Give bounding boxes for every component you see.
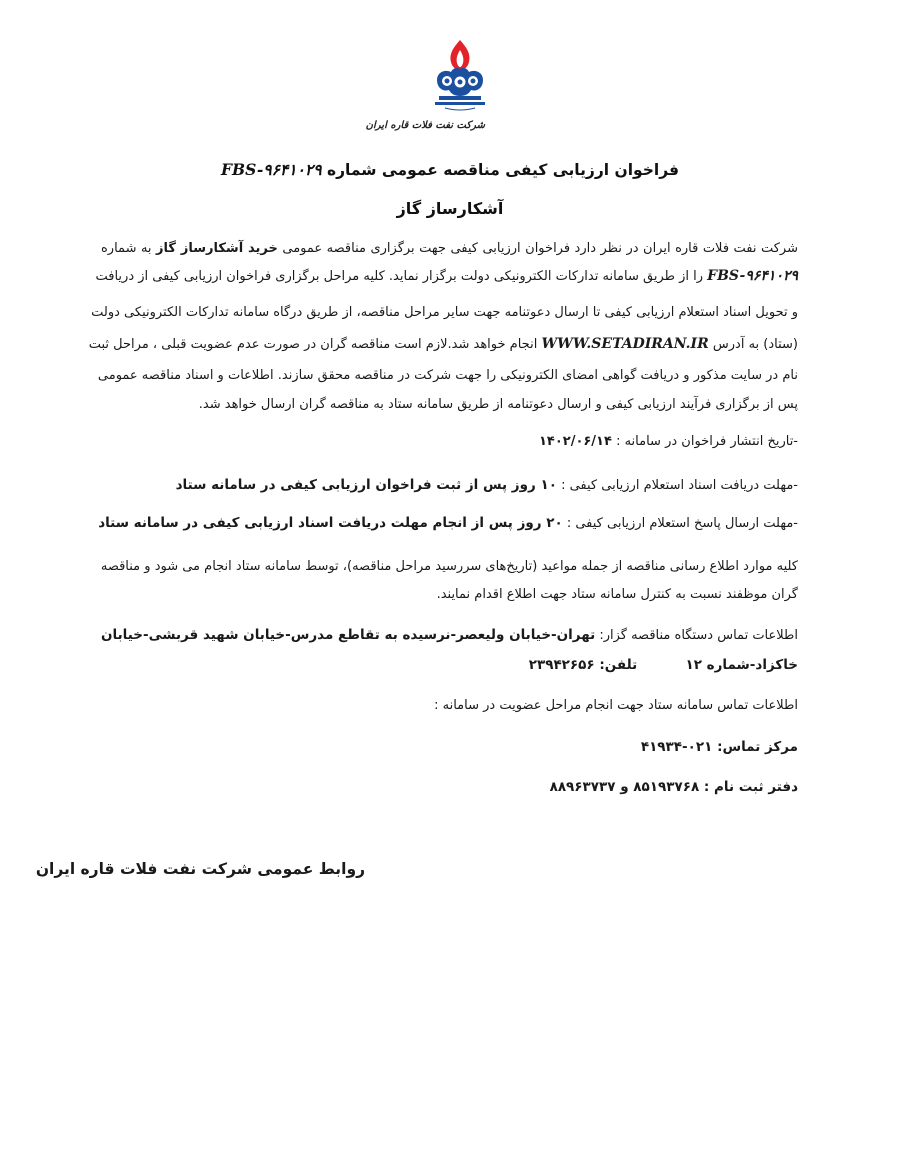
receive-deadline-row	[101, 475, 798, 496]
call-center-row	[101, 737, 798, 758]
paragraph-1-line-6: پس از برگزاری فرآیند ارزیابی کیفی و ارسال دعوتنامه از طریق سامانه ستاد به مناقصه گران ارسال خواهد شد.	[198, 397, 798, 412]
text-segment: (ستاد) به آدرس	[708, 337, 798, 352]
page-title	[100, 160, 800, 179]
paragraph-1-line-5: نام در سایت مذکور و دریافت گواهی امضای الکترونیکی را جهت شرکت در مناقصه محقق سازند. اطلاعات و اسناد مناقصه عمومی	[97, 368, 798, 383]
page-subtitle: آشکارساز گاز	[396, 199, 504, 218]
registration-label: دفتر ثبت نام :	[699, 779, 798, 795]
company-logo	[365, 36, 505, 142]
receive-deadline-value: ۱۰ روز پس از ثبت فراخوان ارزیابی کیفی در سامانه ستاد	[175, 477, 557, 493]
contact-address-continued: خاکزاد-شماره ۱۲	[685, 657, 798, 673]
tender-number-inline: FBS-۹۶۴۱۰۲۹	[707, 268, 798, 284]
send-deadline-row	[98, 513, 798, 534]
call-center-label: مرکز تماس:	[712, 739, 798, 755]
paragraph-1-line-2	[95, 266, 798, 287]
contact-row-2	[101, 655, 798, 676]
tender-number: FBS-۹۶۴۱۰۲۹	[220, 160, 322, 179]
product-name: خرید آشکارساز گاز	[156, 241, 278, 256]
logo-company-name: شرکت نفت فلات قاره ایران	[365, 120, 485, 131]
publish-date-label: -تاریخ انتشار فراخوان در سامانه :	[611, 434, 798, 449]
phone-label: تلفن:	[594, 657, 638, 673]
send-deadline-label: -مهلت ارسال پاسخ استعلام ارزیابی کیفی :	[562, 516, 798, 531]
paragraph-2-line-1: کلیه موارد اطلاع رسانی مناقصه از جمله مواعید (تاریخ‌های سررسید مراحل مناقصه)، توسط سامانه ستاد انجام می شود و مناقصه	[100, 559, 798, 574]
setad-contact-intro: اطلاعات تماس سامانه ستاد جهت انجام مراحل عضویت در سامانه :	[434, 698, 798, 713]
registration-value: ۸۵۱۹۳۷۶۸ و ۸۸۹۶۳۷۳۷	[549, 779, 700, 795]
phone-value: ۲۳۹۴۲۶۵۶	[528, 657, 595, 673]
contact-address: تهران-خیابان ولیعصر-نرسیده به تقاطع مدرس-خیابان شهید قربشی-خیابان	[101, 627, 596, 643]
paragraph-1-line-4	[88, 334, 798, 355]
text-segment: شرکت نفت فلات قاره ایران در نظر دارد فراخوان ارزیابی کیفی جهت برگزاری مناقصه عمومی	[277, 241, 798, 256]
paragraph-1-line-1	[101, 239, 798, 259]
oil-company-emblem-icon	[415, 36, 505, 116]
text-segment: را از طریق سامانه تدارکات الکترونیکی دولت برگزار نماید. کلیه مراحل برگزاری فراخوان ارزیابی کیفی از دریافت	[95, 269, 708, 284]
publish-date-value: ۱۴۰۲/۰۶/۱۴	[538, 434, 612, 449]
call-center-value: ۰۲۱-۴۱۹۳۴	[640, 739, 713, 755]
receive-deadline-label: -مهلت دریافت اسناد استعلام ارزیابی کیفی :	[556, 478, 798, 493]
registration-office-row	[101, 777, 798, 798]
setad-url-link[interactable]: WWW.SETADIRAN.IR	[541, 336, 709, 352]
contact-label: اطلاعات تماس دستگاه مناقصه گزار:	[595, 628, 798, 643]
text-segment: انجام خواهد شد.لازم است مناقصه گران در صورت عدم عضویت قبلی ، مراحل ثبت	[88, 337, 542, 352]
paragraph-1-line-3: و تحویل اسناد استعلام ارزیابی کیفی تا ارسال دعوتنامه جهت سایر مراحل مناقصه، از طریق درگاه سامانه تدارکات الکترونیکی دولت	[91, 305, 798, 320]
publish-date-row	[101, 432, 798, 452]
footer-signature: روابط عمومی شرکت نفت فلات قاره ایران	[35, 860, 365, 878]
paragraph-2-line-2: گران موظفند نسبت به کنترل سامانه ستاد جهت اطلاع اقدام نمایند.	[436, 587, 798, 602]
text-segment: به شماره	[101, 241, 157, 256]
title-prefix: فراخوان ارزیابی کیفی مناقصه عمومی شماره	[321, 161, 680, 179]
contact-row-1	[101, 625, 798, 646]
send-deadline-value: ۲۰ روز پس از انجام مهلت دریافت اسناد ارزیابی کیفی در سامانه ستاد	[98, 515, 563, 531]
